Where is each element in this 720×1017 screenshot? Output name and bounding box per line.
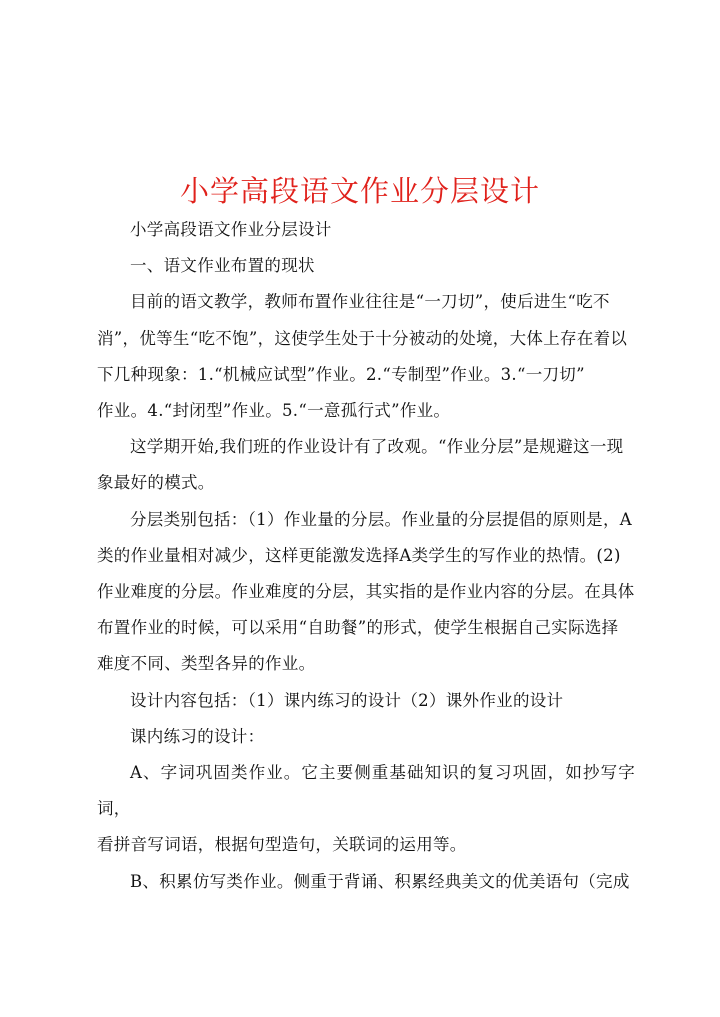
paragraph xyxy=(97,719,635,755)
paragraph xyxy=(97,683,635,719)
text-line: 设计内容包括：（1）课内练习的设计（2）课外作业的设计 xyxy=(130,690,564,710)
text-line: 分层类别包括：（1）作业量的分层。作业量的分层提倡的原则是，A xyxy=(130,509,632,529)
text-line: 一、语文作业布置的现状 xyxy=(130,256,315,276)
text-line: 布置作业的时候，可以采用“自助餐”的形式，使学生根据自己实际选择 xyxy=(97,618,619,638)
text-line: B、积累仿写类作业。侧重于背诵、积累经典美文的优美语句（完成 xyxy=(130,871,630,891)
text-line: 看拼音写词语，根据句型造句，关联词的运用等。 xyxy=(97,835,467,855)
paragraph xyxy=(97,429,635,501)
text-line: 小学高段语文作业分层设计 xyxy=(130,220,332,239)
text-line: 类的作业量相对减少，这样更能激发选择A类学生的写作业的热情。(2) xyxy=(97,545,621,565)
text-line: 象最好的模式。 xyxy=(97,473,215,493)
paragraph-subtitle xyxy=(97,212,635,248)
paragraph xyxy=(97,284,635,429)
text-line: 难度不同、类型各异的作业。 xyxy=(97,654,316,674)
text-line: 消”，优等生“吃不饱”，这使学生处于十分被动的处境，大体上存在着以 xyxy=(97,328,628,348)
text-line: 下几种现象：1.“机械应试型”作业。2.“专制型”作业。3.“一刀切” xyxy=(97,364,585,384)
text-line: 目前的语文教学，教师布置作业往往是“一刀切”，使后进生“吃不 xyxy=(130,292,610,312)
paragraph xyxy=(97,864,635,900)
text-line: 这学期开始,我们班的作业设计有了改观。“作业分层”是规避这一现 xyxy=(130,437,624,457)
text-line: A、字词巩固类作业。它主要侧重基础知识的复习巩固，如抄写字词， xyxy=(97,763,635,819)
paragraph xyxy=(97,502,635,683)
document-body xyxy=(97,212,635,900)
text-line: 课内练习的设计： xyxy=(130,726,265,746)
text-line: 作业难度的分层。作业难度的分层，其实指的是作业内容的分层。在具体 xyxy=(97,582,635,602)
text-line: 作业。4.“封闭型”作业。5.“一意孤行式”作业。 xyxy=(97,401,451,421)
section-heading xyxy=(97,248,635,284)
document-title: 小学高段语文作业分层设计 xyxy=(179,174,540,209)
paragraph xyxy=(97,755,635,864)
